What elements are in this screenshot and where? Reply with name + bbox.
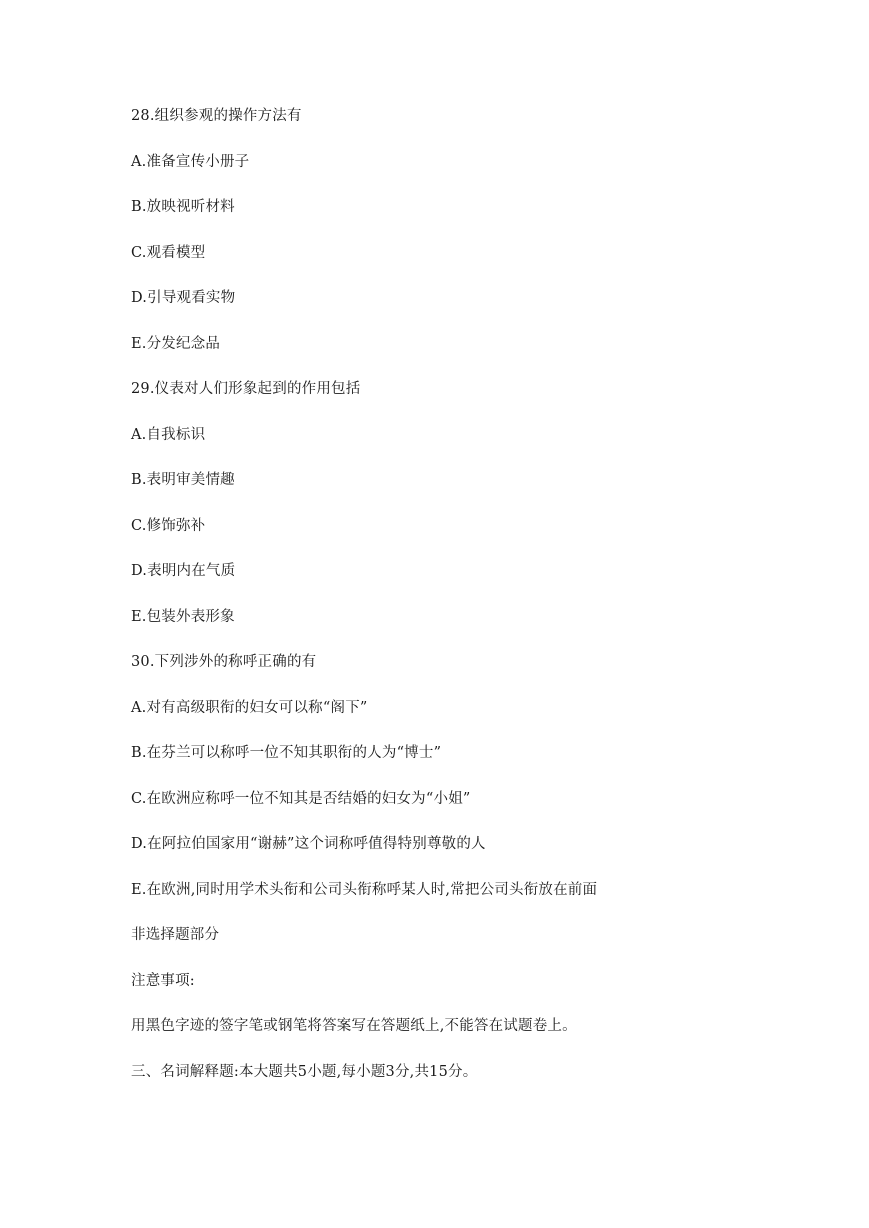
option-c: C.修饰弥补 xyxy=(131,517,206,534)
notice-heading: 注意事项: xyxy=(131,972,195,989)
option-a: A.对有高级职衔的妇女可以称“阁下” xyxy=(131,699,368,716)
part-three-heading: 三、名词解释题:本大题共5小题,每小题3分,共15分。 xyxy=(131,1063,478,1080)
option-c: C.观看模型 xyxy=(131,244,206,261)
question-29 xyxy=(131,376,831,649)
notice-text: 用黑色字迹的签字笔或钢笔将答案写在答题纸上,不能答在试题卷上。 xyxy=(131,1018,577,1034)
question-stem: 29.仪表对人们形象起到的作用包括 xyxy=(131,381,361,397)
option-e: E.分发纪念品 xyxy=(131,335,221,352)
question-stem: 28.组织参观的操作方法有 xyxy=(131,108,302,124)
option-e: E.包装外表形象 xyxy=(131,608,235,625)
exam-content xyxy=(131,103,831,1104)
option-a: A.准备宣传小册子 xyxy=(131,153,250,170)
option-b: B.表明审美情趣 xyxy=(131,472,235,488)
question-28 xyxy=(131,103,831,376)
option-b: B.放映视听材料 xyxy=(131,199,235,215)
question-30 xyxy=(131,649,831,922)
section-title: 非选择题部分 xyxy=(131,927,220,943)
option-d: D.引导观看实物 xyxy=(131,290,236,306)
question-stem: 30.下列涉外的称呼正确的有 xyxy=(131,654,317,670)
option-d: D.在阿拉伯国家用“谢赫”这个词称呼值得特别尊敬的人 xyxy=(131,836,486,852)
option-a: A.自我标识 xyxy=(131,426,206,443)
option-b: B.在芬兰可以称呼一位不知其职衔的人为“博士” xyxy=(131,745,442,761)
option-d: D.表明内在气质 xyxy=(131,563,236,579)
non-choice-section xyxy=(131,922,831,1104)
option-e: E.在欧洲,同时用学术头衔和公司头衔称呼某人时,常把公司头衔放在前面 xyxy=(131,881,598,898)
option-c: C.在欧洲应称呼一位不知其是否结婚的妇女为“小姐” xyxy=(131,790,471,807)
